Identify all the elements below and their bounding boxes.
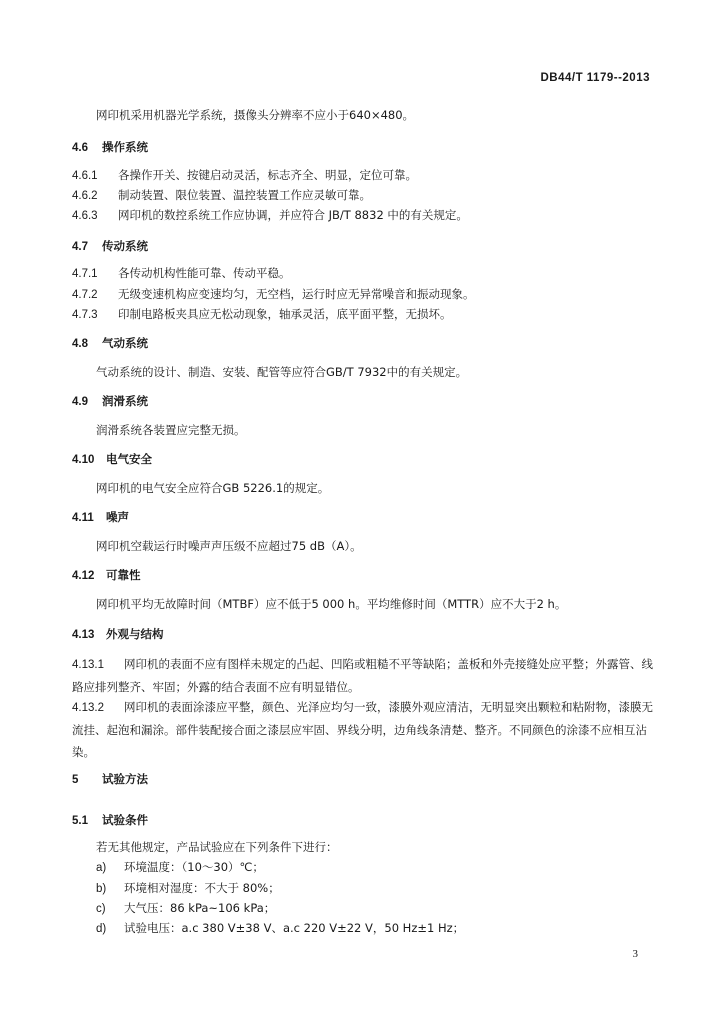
section-number: 4.12 <box>72 570 95 582</box>
section-title: 传动系统 <box>102 239 148 253</box>
list-item-label: b) <box>96 883 107 895</box>
section-number: 5 <box>72 774 79 786</box>
clause-text: 网印机的表面涂漆应平整，颜色、光泽应均匀一致，漆膜外观应清洁，无明显突出颗粒和粘附物，漆膜无流挂、起泡和漏涂。部件装配接合面之漆层应牢固、界线分明，边角线条清楚、整齐。不同颜色的涂漆不应相互沾染。 <box>72 700 653 759</box>
page-number: 3 <box>632 948 638 960</box>
section-title: 可靠性 <box>106 568 141 582</box>
list-item-text: 环境温度：（10～30）℃； <box>124 860 264 874</box>
heading-4-6 <box>72 139 148 156</box>
list-item <box>96 859 264 876</box>
list-item <box>96 900 275 917</box>
heading-4-10 <box>72 451 152 468</box>
heading-4-13 <box>72 626 164 643</box>
section-title: 气动系统 <box>102 336 148 350</box>
reliability-body: 网印机平均无故障时间（MTBF）应不低于5 000 h。平均维修时间（MTTR）应不大于2 h。 <box>96 597 567 611</box>
section-number: 5.1 <box>72 815 88 827</box>
clause-text: 各操作开关、按键启动灵活，标志齐全、明显，定位可靠。 <box>118 168 417 182</box>
clause-text: 制动装置、限位装置、温控装置工作应灵敏可靠。 <box>118 188 371 202</box>
section-number: 4.6 <box>72 142 88 154</box>
heading-4-9 <box>72 393 148 410</box>
noise-body: 网印机空载运行时噪声声压级不应超过75 dB（A）。 <box>96 539 362 553</box>
list-item-text: 试验电压：a.c 380 V±38 V、a.c 220 V±22 V，50 Hz±1 Hz； <box>124 921 465 935</box>
clause-number: 4.7.3 <box>72 309 98 321</box>
clause-4-6-2 <box>72 187 371 204</box>
clause-text: 无级变速机构应变速均匀，无空档，运行时应无异常噪音和振动现象。 <box>118 287 475 301</box>
clause-4-13-1 <box>72 653 658 698</box>
section-number: 4.10 <box>72 454 95 466</box>
list-item-label: a) <box>96 862 107 874</box>
clause-text: 网印机的表面不应有图样未规定的凸起、凹陷或粗糙不平等缺陷；盖板和外壳接缝处应平整；外露管、线路应排列整齐、牢固；外露的结合表面不应有明显错位。 <box>72 657 653 694</box>
clause-4-13-2 <box>72 696 658 763</box>
lubrication-body: 润滑系统各装置应完整无损。 <box>96 423 246 437</box>
section-title: 操作系统 <box>102 140 148 154</box>
clause-text: 网印机的数控系统工作应协调，并应符合 JB/T 8832 中的有关规定。 <box>118 208 468 222</box>
heading-5-1 <box>72 812 148 829</box>
section-title: 试验方法 <box>102 772 148 786</box>
electrical-safety-body: 网印机的电气安全应符合GB 5226.1的规定。 <box>96 481 330 495</box>
section-title: 外观与结构 <box>106 627 164 641</box>
list-item <box>96 880 280 897</box>
section-number: 4.13 <box>72 629 95 641</box>
list-item-text: 大气压：86 kPa~106 kPa； <box>124 901 276 915</box>
clause-number: 4.7.2 <box>72 289 98 301</box>
section-number: 4.9 <box>72 396 88 408</box>
heading-4-8 <box>72 335 148 352</box>
clause-number: 4.6.3 <box>72 210 98 222</box>
list-item-label: c) <box>96 903 106 915</box>
test-conditions-intro: 若无其他规定，产品试验应在下列条件下进行： <box>96 840 338 854</box>
list-item-text: 环境相对湿度：不大于 80%； <box>124 881 280 895</box>
clause-number: 4.13.2 <box>72 702 104 714</box>
clause-text: 各传动机构性能可靠、传动平稳。 <box>118 266 291 280</box>
section-title: 试验条件 <box>102 813 148 827</box>
heading-4-7 <box>72 238 148 255</box>
heading-5 <box>72 771 148 788</box>
section-title: 噪声 <box>106 510 129 524</box>
clause-number: 4.6.1 <box>72 170 98 182</box>
clause-number: 4.7.1 <box>72 268 98 280</box>
clause-4-7-1 <box>72 265 291 282</box>
list-item-label: d) <box>96 923 107 935</box>
pneumatic-body: 气动系统的设计、制造、安装、配管等应符合GB/T 7932中的有关规定。 <box>96 365 468 379</box>
section-title: 电气安全 <box>106 452 152 466</box>
list-item <box>96 920 464 937</box>
clause-4-7-3 <box>72 306 452 323</box>
section-number: 4.7 <box>72 241 88 253</box>
document-code: DB44/T 1179--2013 <box>540 72 650 84</box>
section-number: 4.11 <box>72 512 94 524</box>
clause-number: 4.6.2 <box>72 190 98 202</box>
clause-number: 4.13.1 <box>72 659 104 671</box>
clause-4-6-1 <box>72 167 417 184</box>
heading-4-12 <box>72 567 141 584</box>
clause-4-6-3 <box>72 207 468 224</box>
clause-4-7-2 <box>72 286 475 303</box>
heading-4-11 <box>72 509 129 526</box>
camera-requirement: 网印机采用机器光学系统，摄像头分辨率不应小于640×480。 <box>96 108 415 122</box>
section-title: 润滑系统 <box>102 394 148 408</box>
section-number: 4.8 <box>72 338 88 350</box>
clause-text: 印制电路板夹具应无松动现象，轴承灵活，底平面平整，无损坏。 <box>118 307 452 321</box>
